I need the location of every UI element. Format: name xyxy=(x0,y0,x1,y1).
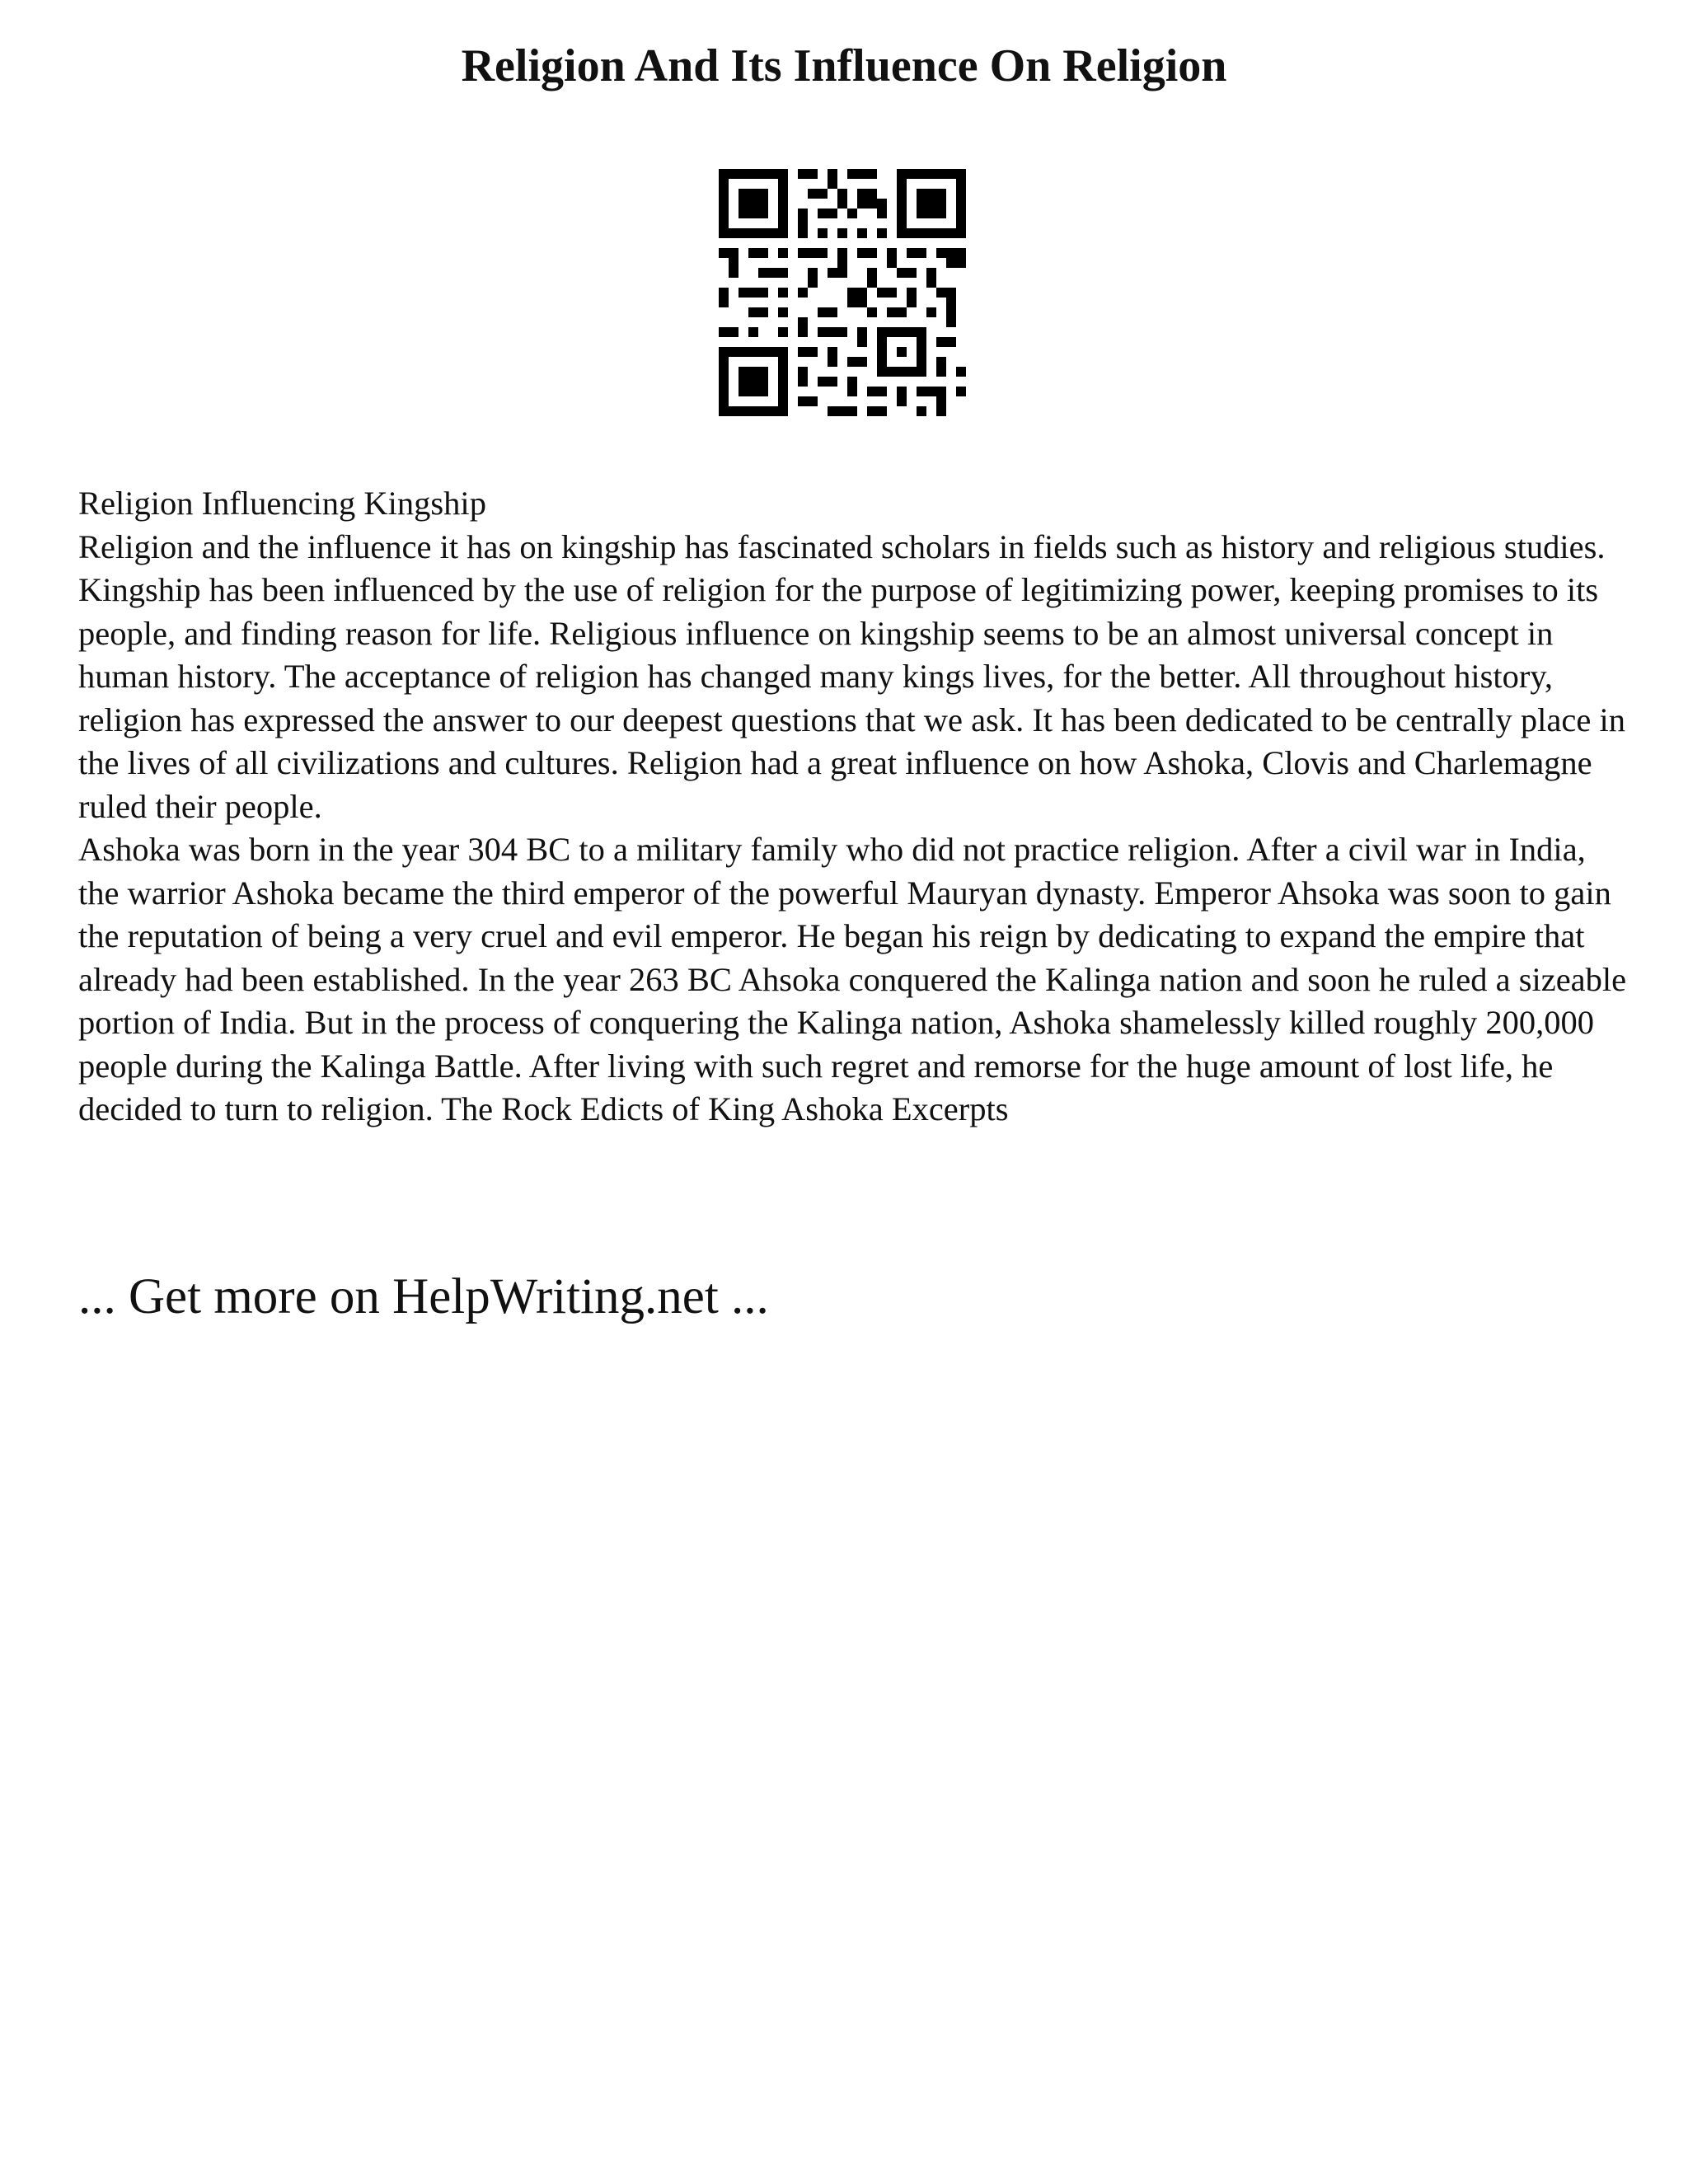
article-body xyxy=(78,482,1628,1132)
qr-code-icon[interactable] xyxy=(719,169,966,416)
get-more-link[interactable]: ... Get more on HelpWriting.net ... xyxy=(78,1269,769,1324)
page-title: Religion And Its Influence On Religion xyxy=(461,40,1227,91)
section-heading: Religion Influencing Kingship xyxy=(78,485,486,522)
paragraph: Ashoka was born in the year 304 BC to a military family who did not practice religion. After a civil war in India, the warrior Ashoka became the third emperor of the powerful Mauryan dynasty. Emperor Ahsoka was soon to gain the reputation of being a very cruel and evil emperor. He began his reign by dedicating to expand the empire that already had been established. In the year 263 BC Ahsoka conquered the Kalinga nation and soon he ruled a sizeable portion of India. But in the process of conquering the Kalinga nation, Ashoka shamelessly killed roughly 200,000 people during the Kalinga Battle. After living with such regret and remorse for the huge amount of lost life, he decided to turn to religion. The Rock Edicts of King Ashoka Excerpts xyxy=(78,831,1627,1127)
paragraph: Religion and the influence it has on kingship has fascinated scholars in fields such as history and religious studies. Kingship has been influenced by the use of religion for the purpose of legitimizing power, keeping promises to its people, and finding reason for life. Religious influence on kingship seems to be an almost universal concept in human history. The acceptance of religion has changed many kings lives, for the better. All throughout history, religion has expressed the answer to our deepest questions that we ask. It has been dedicated to be centrally place in the lives of all civilizations and cultures. Religion had a great influence on how Ashoka, Clovis and Charlemagne ruled their people. xyxy=(78,527,1625,825)
